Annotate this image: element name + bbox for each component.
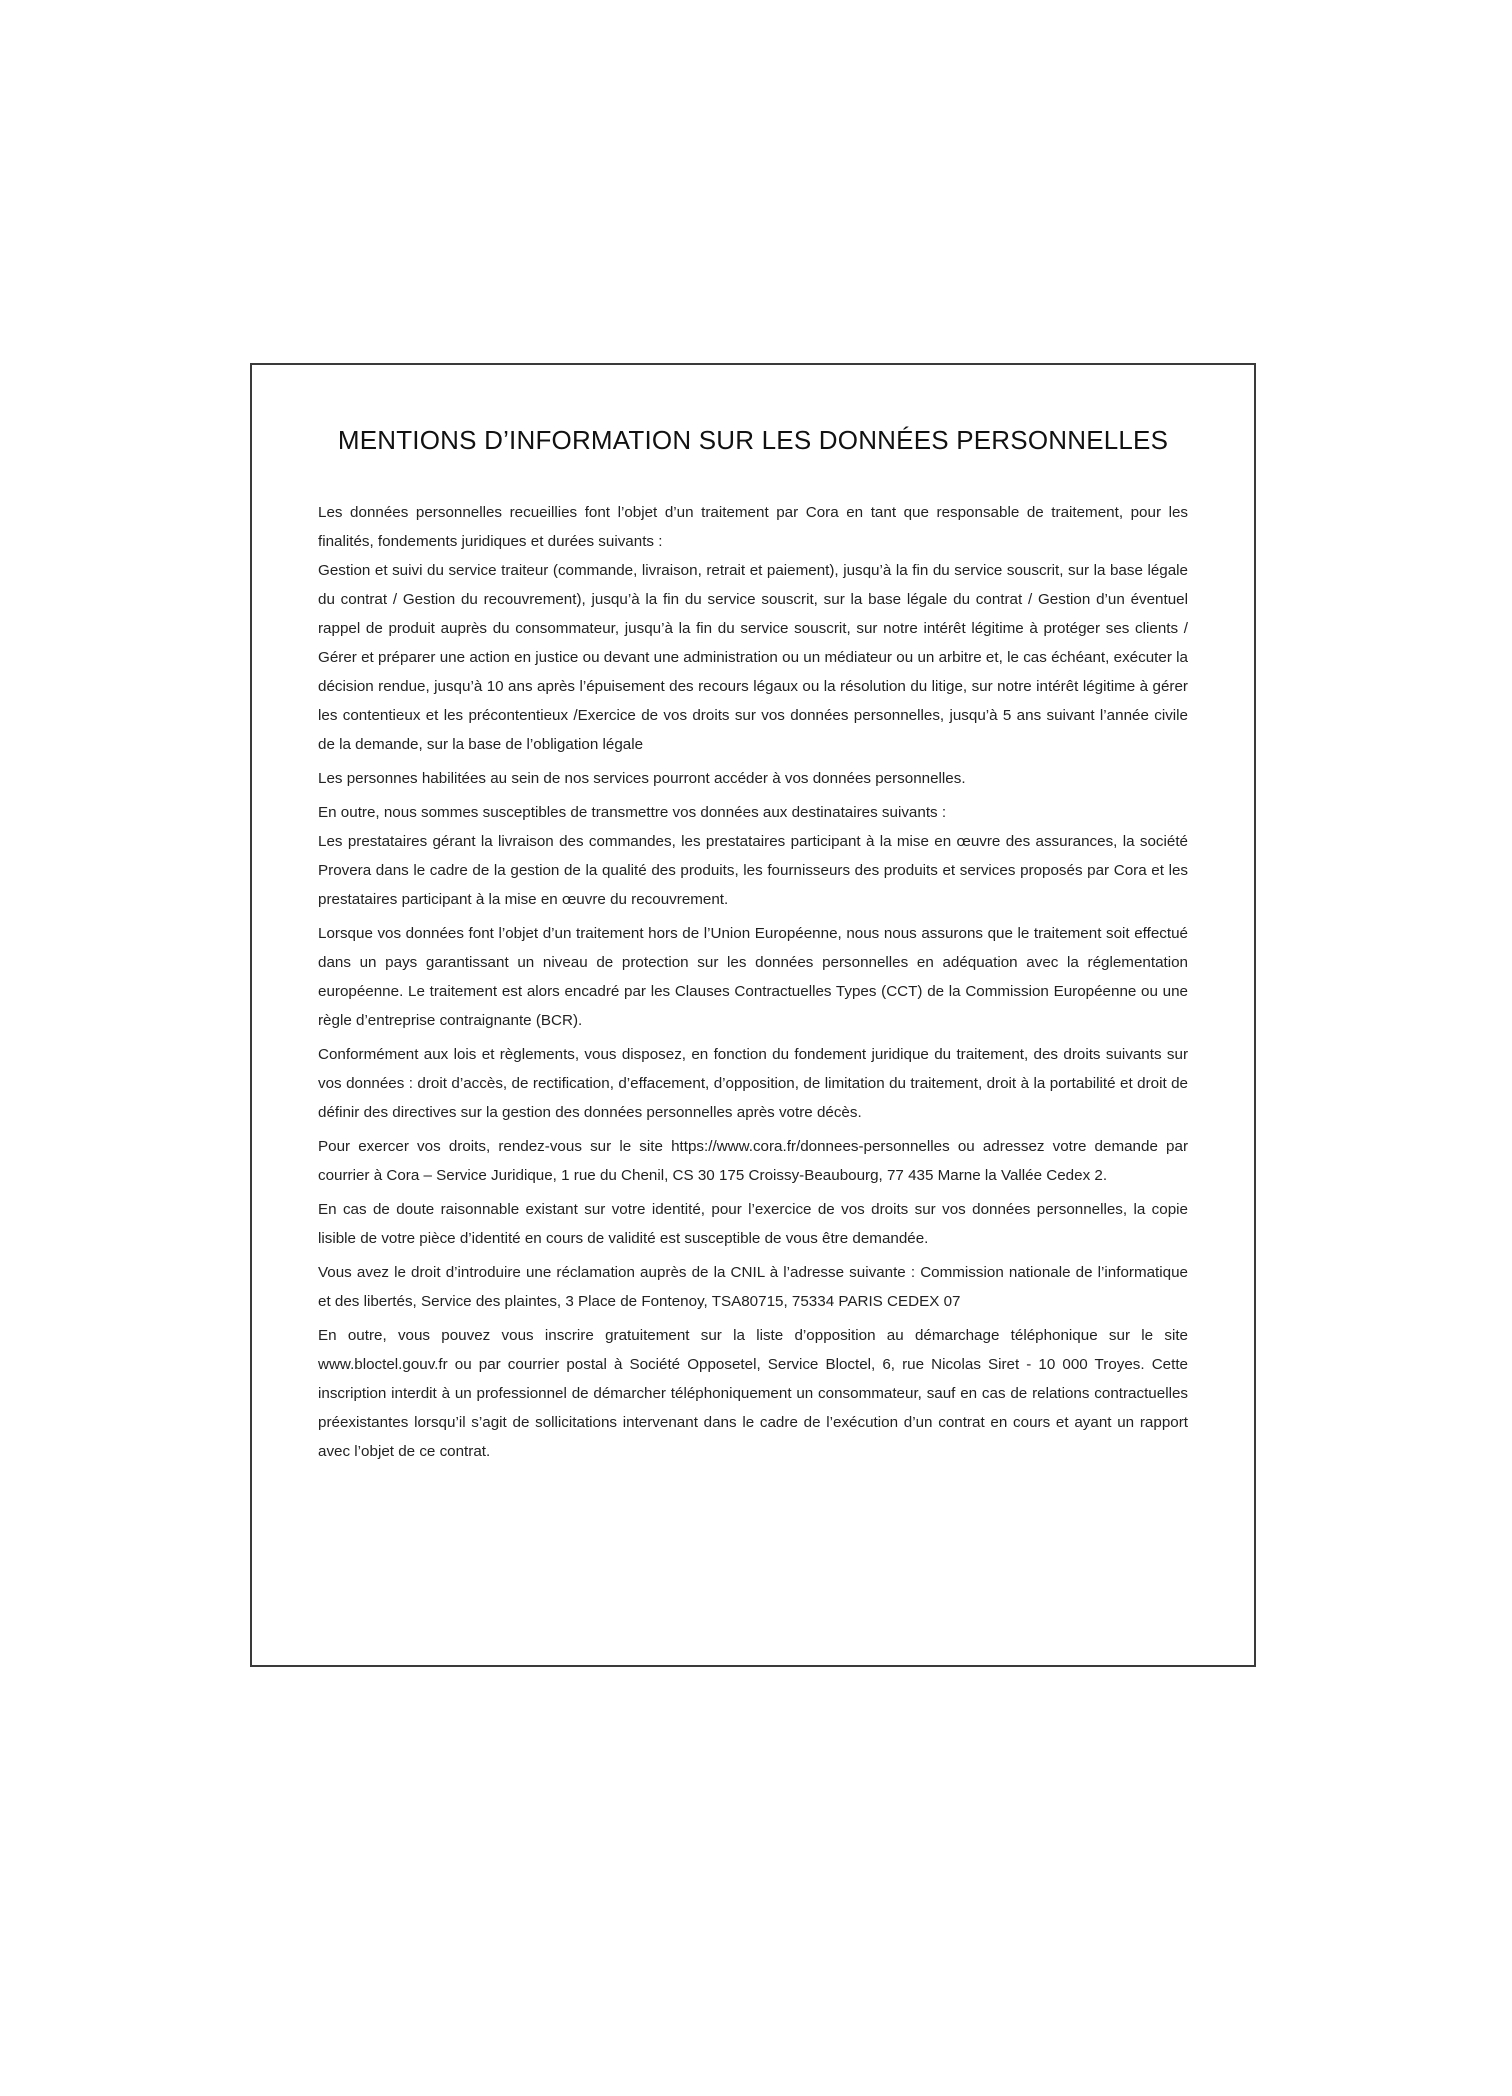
paragraph-finalites [318, 498, 1188, 759]
paragraph-personnes-habilitees [318, 764, 1188, 793]
paragraph-line: Les données personnelles recueillies font l’objet d’un traitement par Cora en tant que responsable de traitement, pour les finalités, fondements juridiques et durées suivants : [318, 504, 1188, 550]
paragraph-line: Pour exercer vos droits, rendez-vous sur le site https://www.cora.fr/donnees-personnelles ou adressez votre demande par courrier à Cora – Service Juridique, 1 rue du Chenil, CS 30 175 Croissy-Beaubourg, 77 435 Marne la Vallée Cedex 2. [318, 1138, 1188, 1184]
paragraph-line: En cas de doute raisonnable existant sur votre identité, pour l’exercice de vos droits sur vos données personnelles, la copie lisible de votre pièce d’identité en cours de validité est susceptible de vous être demandée. [318, 1201, 1188, 1247]
paragraph-line: Lorsque vos données font l’objet d’un traitement hors de l’Union Européenne, nous nous assurons que le traitement soit effectué dans un pays garantissant un niveau de protection sur les données personnelles en adéquation avec la réglementation européenne. Le traitement est alors encadré par les Clauses Contractuelles Types (CCT) de la Commission Européenne ou une règle d’entreprise contraignante (BCR). [318, 925, 1188, 1029]
paragraph-line: En outre, nous sommes susceptibles de transmettre vos données aux destinataires suivants : [318, 804, 947, 821]
paragraph-bloctel [318, 1321, 1188, 1466]
paragraph-exercice-droits [318, 1132, 1188, 1190]
paragraph-droits [318, 1040, 1188, 1127]
paragraph-identite [318, 1195, 1188, 1253]
paragraph-destinataires [318, 798, 1188, 914]
paragraph-line: Les prestataires gérant la livraison des commandes, les prestataires participant à la mise en œuvre des assurances, la société Provera dans le cadre de la gestion de la qualité des produits, les fournisseurs des produits et services proposés par Cora et les prestataires participant à la mise en œuvre du recouvrement. [318, 833, 1188, 908]
paragraph-line: En outre, vous pouvez vous inscrire gratuitement sur la liste d’opposition au démarchage téléphonique sur le site www.bloctel.gouv.fr ou par courrier postal à Société Opposetel, Service Bloctel, 6, rue Nicolas Siret - 10 000 Troyes. Cette inscription interdit à un professionnel de démarcher téléphoniquement un consommateur, sauf en cas de relations contractuelles préexistantes lorsqu’il s’agit de sollicitations intervenant dans le cadre de l’exécution d’un contrat en cours et ayant un rapport avec l’objet de ce contrat. [318, 1327, 1188, 1460]
paragraph-cnil [318, 1258, 1188, 1316]
document-title: MENTIONS D’INFORMATION SUR LES DONNÉES PERSONNELLES [337, 425, 1169, 455]
paragraph-line: Vous avez le droit d’introduire une réclamation auprès de la CNIL à l’adresse suivante : Commission nationale de l’informatique et des libertés, Service des plaintes, 3 Place de Fontenoy, TSA80715, 75334 PARIS CEDEX 07 [318, 1264, 1188, 1310]
paragraph-line: Gestion et suivi du service traiteur (commande, livraison, retrait et paiement), jusqu’à la fin du service souscrit, sur la base légale du contrat / Gestion du recouvrement), jusqu’à la fin du service souscrit, sur la base légale du contrat / Gestion d’un éventuel rappel de produit auprès du consommateur, jusqu’à la fin du service souscrit, sur notre intérêt légitime à protéger ses clients / Gérer et préparer une action en justice ou devant une administration ou un médiateur ou un arbitre et, le cas échéant, exécuter la décision rendue, jusqu’à 10 ans après l’épuisement des recours légaux ou la résolution du litige, sur notre intérêt légitime à gérer les contentieux et les précontentieux /Exercice de vos droits sur vos données personnelles, jusqu’à 5 ans suivant l’année civile de la demande, sur la base de l’obligation légale [318, 562, 1188, 753]
document-frame [250, 363, 1256, 1667]
paragraph-line: Conformément aux lois et règlements, vous disposez, en fonction du fondement juridique du traitement, des droits suivants sur vos données : droit d’accès, de rectification, d’effacement, d’opposition, de limitation du traitement, droit à la portabilité et droit de définir des directives sur la gestion des données personnelles après votre décès. [318, 1046, 1188, 1121]
document-body [318, 498, 1188, 1471]
paragraph-transfert-hors-ue [318, 919, 1188, 1035]
paragraph-line: Les personnes habilitées au sein de nos services pourront accéder à vos données personnelles. [318, 770, 966, 787]
